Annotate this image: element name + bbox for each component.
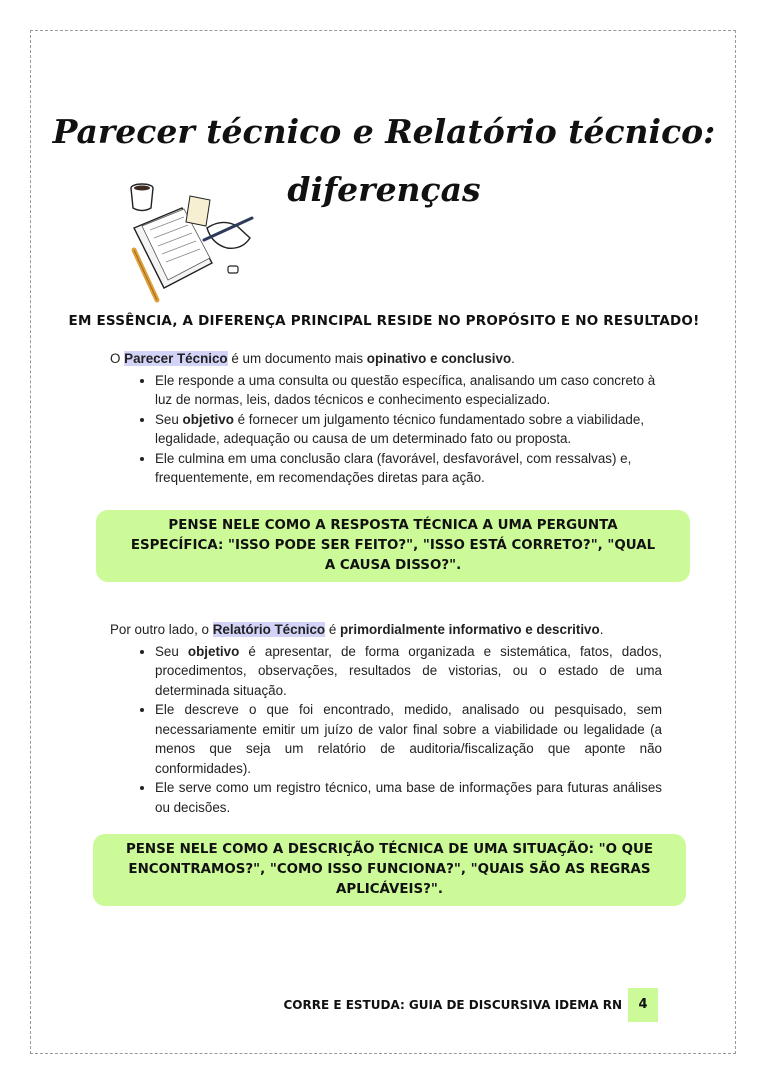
list-item: • Ele responde a uma consulta ou questão específica, analisando um caso concreto à luz de normas, leis, dados técnicos e conhecimento especializado. <box>155 371 662 410</box>
list-item: • Seu objetivo é apresentar, de forma organizada e sistemática, fatos, dados, procedimentos, observações, resultados de vistorias, ou o estado de uma determinada situação. <box>155 642 662 701</box>
relatorio-term: Relatório Técnico <box>212 622 326 637</box>
list-item: • Ele culmina em uma conclusão clara (favorável, desfavorável, com ressalvas) e, frequentemente, em recomendações diretas para ação. <box>155 449 662 488</box>
relatorio-intro-bold: primordialmente informativo e descritivo <box>339 622 600 637</box>
parecer-intro-bold: opinativo e conclusivo <box>366 351 512 366</box>
list-item: • Ele descreve o que foi encontrado, medido, analisado ou pesquisado, sem necessariamente emitir um juízo de valor final sobre a viabilidade ou legalidade (a menos que seja um relatório de auditoria/fiscalização que aponte não conformidades). <box>155 700 662 778</box>
list-item: • Ele serve como um registro técnico, uma base de informações para futuras análises ou decisões. <box>155 778 662 817</box>
relatorio-bullet-list <box>110 642 662 818</box>
parecer-term: Parecer Técnico <box>124 351 228 366</box>
page-number: 4 <box>628 988 658 1022</box>
relatorio-callout: PENSE NELE COMO A DESCRIÇÃO TÉCNICA DE UMA SITUAÇÃO: "O QUE ENCONTRAMOS?", "COMO ISSO FUNCIONA?", "QUAIS SÃO AS REGRAS APLICÁVEIS?". <box>93 834 686 906</box>
writing-desk-illustration <box>112 178 262 308</box>
relatorio-section <box>110 620 662 817</box>
parecer-intro: O Parecer Técnico é um documento mais opinativo e conclusivo. <box>110 351 515 366</box>
parecer-callout: PENSE NELE COMO A RESPOSTA TÉCNICA A UMA PERGUNTA ESPECÍFICA: "ISSO PODE SER FEITO?", "ISSO ESTÁ CORRETO?", "QUAL A CAUSA DISSO?". <box>96 510 690 582</box>
relatorio-intro: Por outro lado, o Relatório Técnico é primordialmente informativo e descritivo. <box>110 622 604 637</box>
page-title-line1: Parecer técnico e Relatório técnico: <box>52 112 716 151</box>
coffee-cup-icon <box>131 184 153 211</box>
key-difference-headline: EM ESSÊNCIA, A DIFERENÇA PRINCIPAL RESIDE NO PROPÓSITO E NO RESULTADO! <box>68 313 700 329</box>
parecer-bullet-list <box>110 371 662 488</box>
list-item: • Seu objetivo é fornecer um julgamento técnico fundamentado sobre a viabilidade, legalidade, adequação ou causa de um determinado fato ou proposta. <box>155 410 662 449</box>
footer-guide-title: CORRE E ESTUDA: GUIA DE DISCURSIVA IDEMA RN <box>283 998 622 1012</box>
parecer-section <box>110 349 662 488</box>
page-title-line2: diferenças <box>287 170 481 209</box>
